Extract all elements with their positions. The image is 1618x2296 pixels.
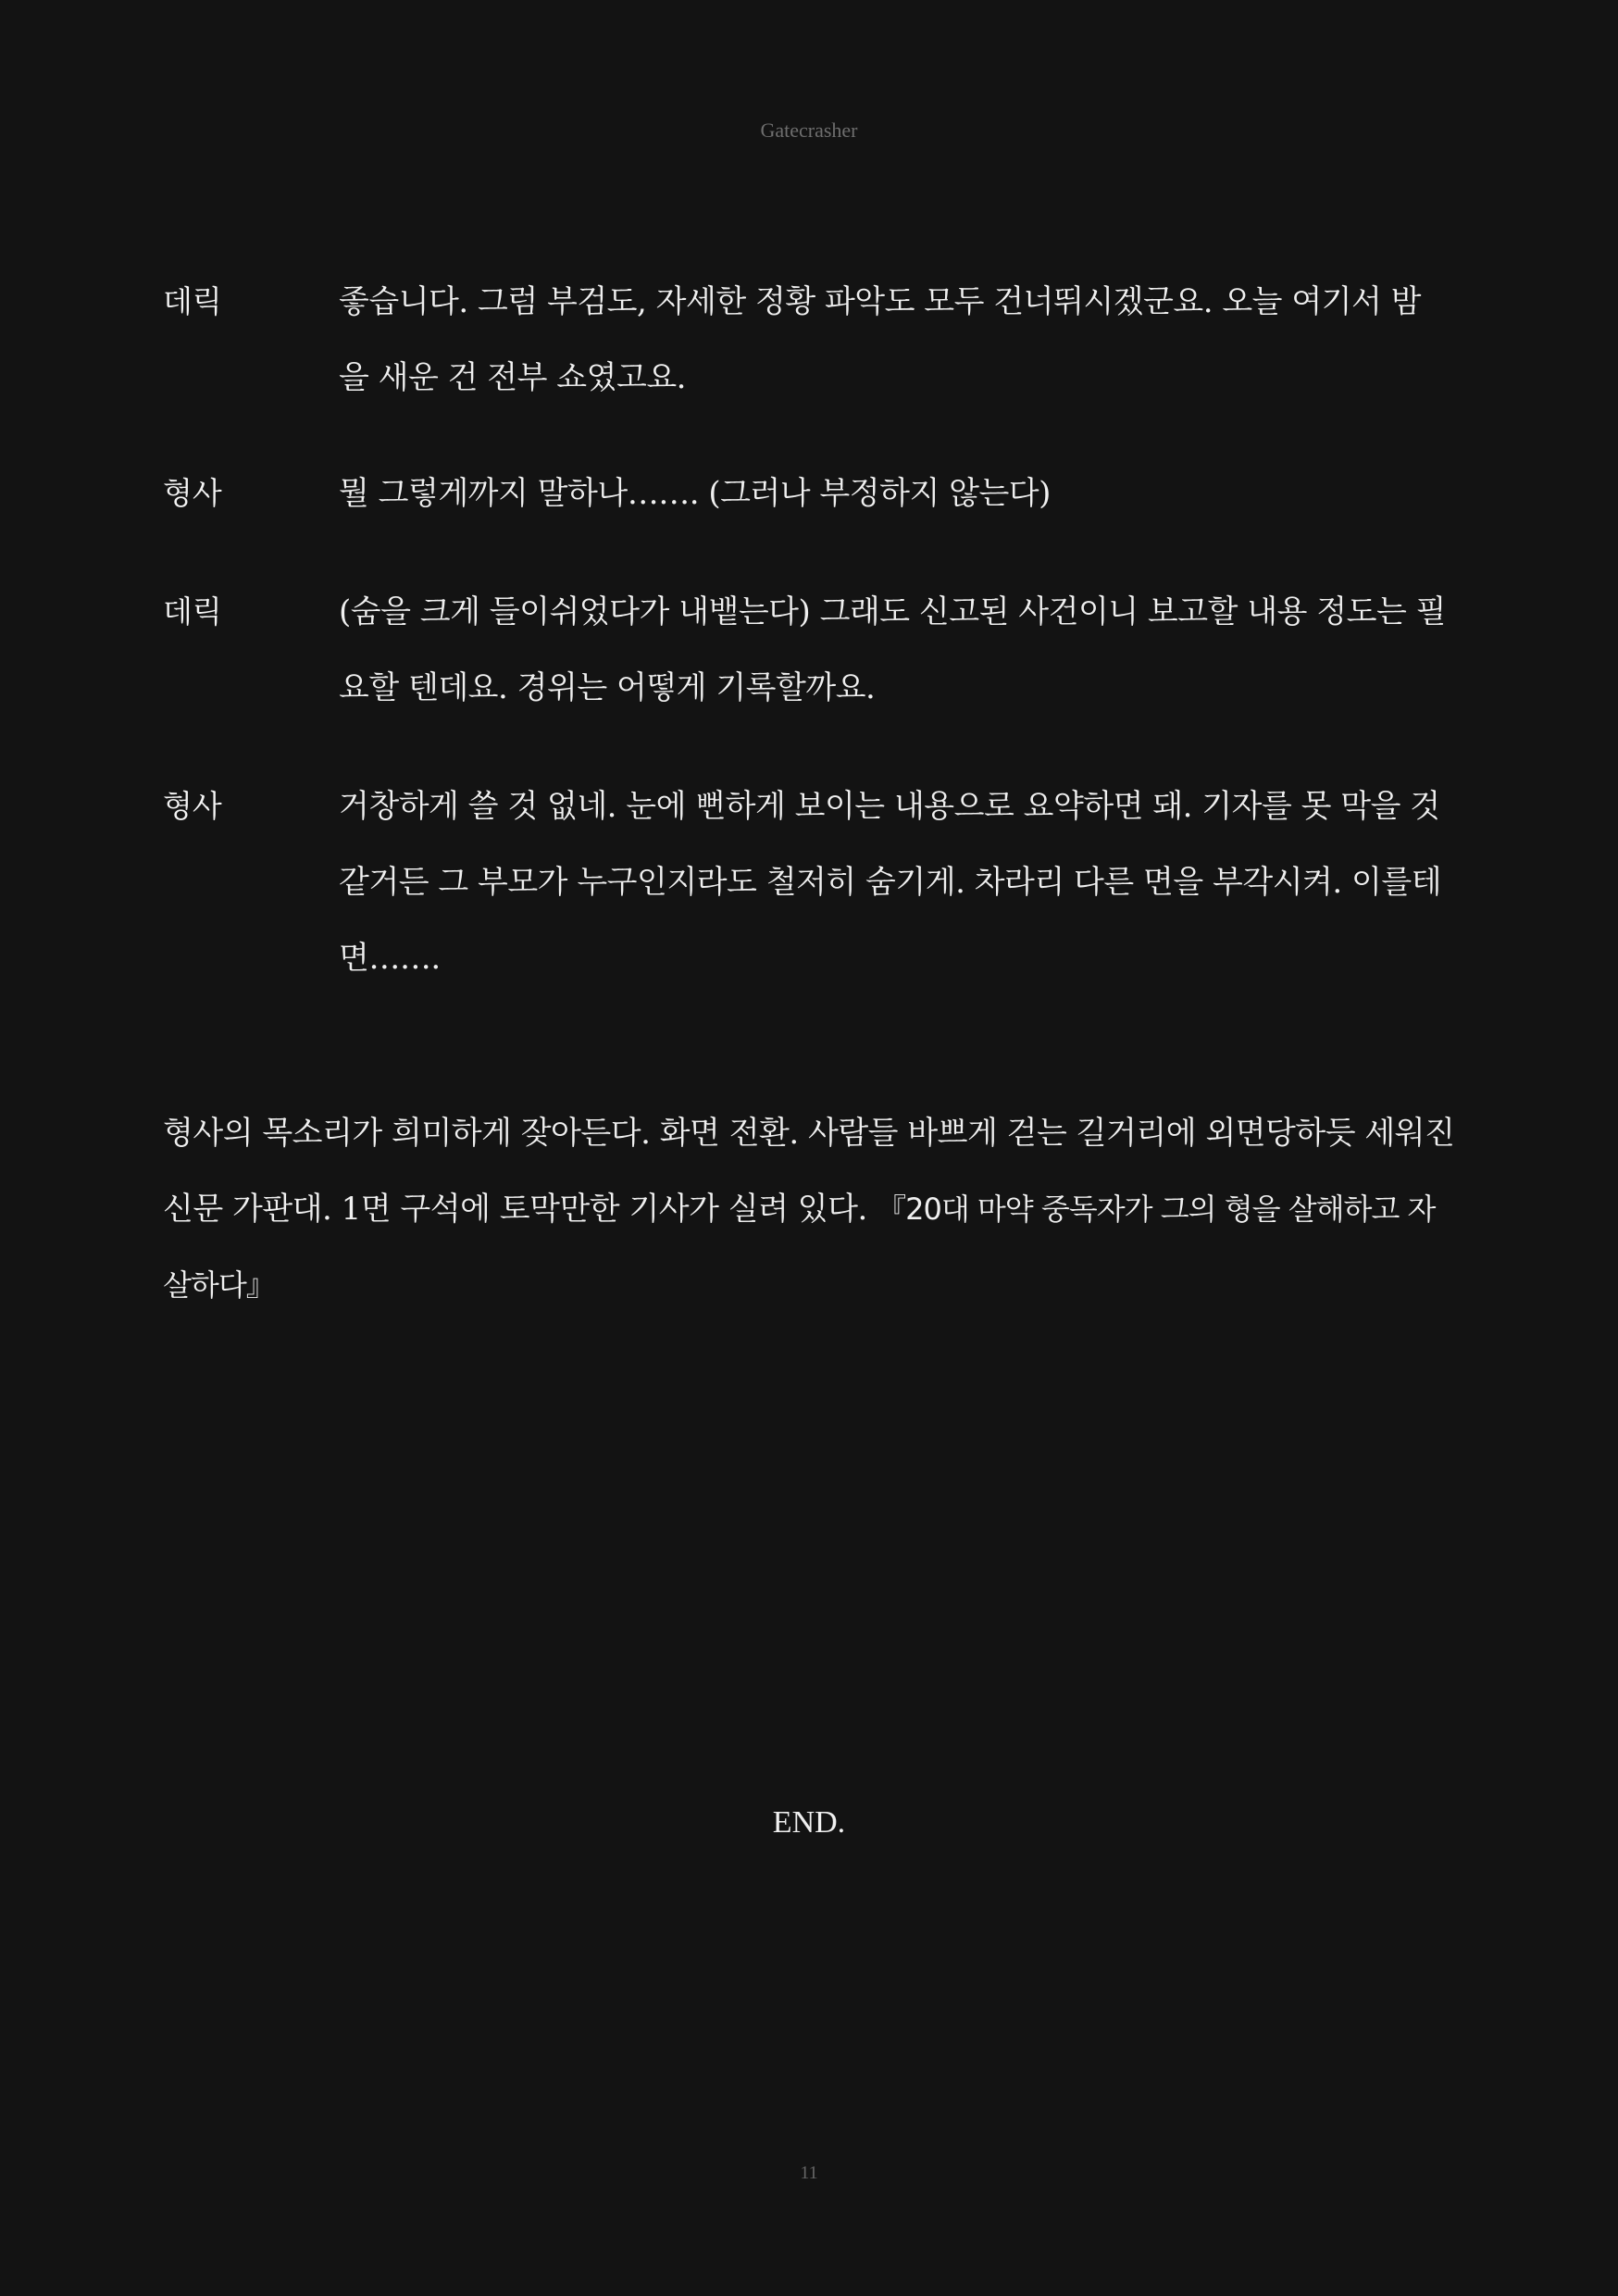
speech-text: 거창하게 쓸 것 없네. 눈에 뻔하게 보이는 내용으로 요약하면 돼. 기자를 못 막을 것 같거든 그 부모가 누구인지라도 철저히 숨기게. 차라리 다른 면을 부각시켜. 이를테면…….: [339, 788, 1442, 977]
script-line: [163, 455, 1459, 531]
speaker-name: 형사: [163, 788, 222, 824]
speech-text: (숨을 크게 들이쉬었다가 내뱉는다) 그래도 신고된 사건이니 보고할 내용 정도는 필요할 텐데요. 경위는 어떻게 기록할까요.: [339, 593, 1446, 706]
narration-paragraph: [163, 1095, 1459, 1323]
dialogue-block: [163, 455, 1459, 531]
dialogue-block: [163, 264, 1459, 416]
script-line: [163, 264, 1459, 416]
running-header: Gatecrasher: [760, 119, 858, 142]
dialogue-block: [163, 574, 1459, 726]
speaker-name: 형사: [163, 475, 222, 511]
newspaper-headline: 『20대 마약 중독자가 그의 형을 살해하고 자살하다』: [163, 1192, 1436, 1303]
speaker-name: 데릭: [163, 593, 222, 630]
dialogue-block: [163, 768, 1459, 996]
page-number: 11: [800, 2163, 818, 2183]
end-mark: END.: [772, 1805, 846, 1840]
speaker-name: 데릭: [163, 283, 222, 319]
script-line: [163, 574, 1459, 726]
speech-text: 뭘 그렇게까지 말하나……. (그러나 부정하지 않는다): [339, 475, 1051, 512]
speech-text: 좋습니다. 그럼 부검도, 자세한 정황 파악도 모두 건너뛰시겠군요. 오늘 여기서 밤을 새운 건 전부 쇼였고요.: [339, 283, 1422, 396]
narration-text: 형사의 목소리가 희미하게 잦아든다. 화면 전환. 사람들 바쁘게 걷는 길거리에 외면당하듯 세워진 신문 가판대. 1면 구석에 토막만한 기사가 실려 있다.: [163, 1115, 1455, 1228]
script-line: [163, 768, 1459, 996]
